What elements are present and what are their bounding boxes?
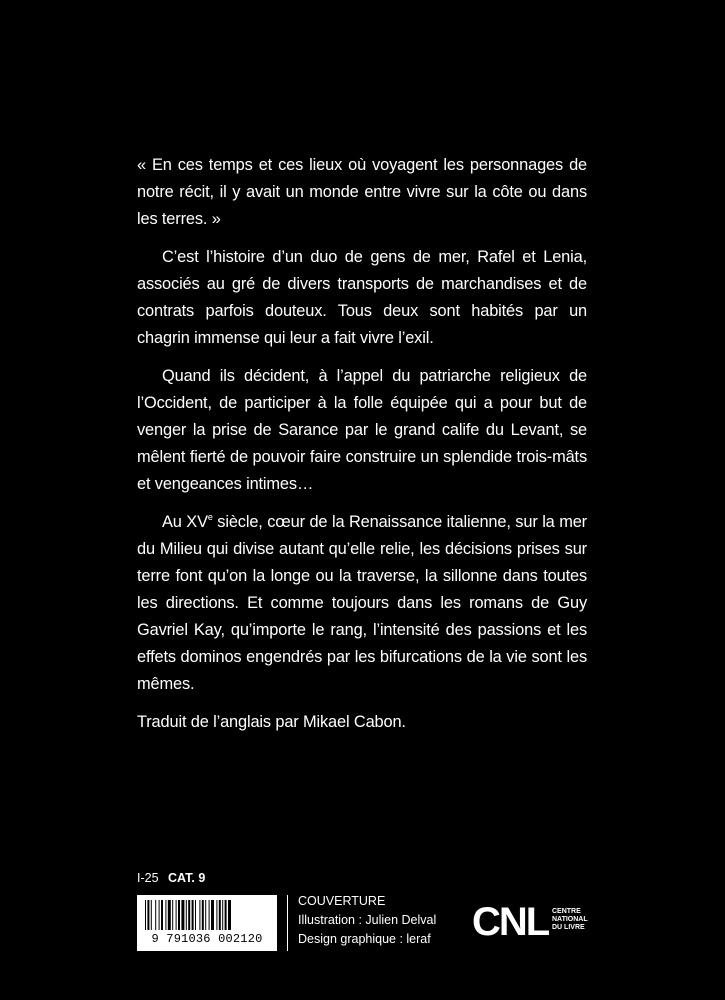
print-code: I-25 [137,871,159,885]
design-credit: Design graphique : leraf [298,932,431,946]
century-prefix: Au XV [162,513,208,531]
century-superscript: e [207,512,213,522]
catalog-codes [137,871,205,885]
blurb-paragraph-1: C’est l’histoire d’un duo de gens de mer, Rafel et Lenia, associés au gré de divers transports de marchandises et de contrats parfois douteux. Tous deux sont habités par un chagrin immense qui leur a fait vivre l’exil. [137,248,587,347]
cnl-logo [472,897,587,947]
isbn-barcode [137,895,277,951]
credits-heading: COUVERTURE [298,894,386,908]
blurb-paragraph-3 [137,509,587,698]
cnl-logo-text [552,908,588,932]
blurb-quote: « En ces temps et ces lieux où voyagent les personnages de notre récit, il y avait un monde entre vivre sur la côte ou dans les terres. » [137,156,587,228]
blurb-paragraph-2: Quand ils décident, à l’appel du patriarche religieux de l’Occident, de participer à la folle équipée qui a pour but de venger la prise de Sarance par le grand calife du Levant, se mêlent fierté de pouvoir faire construire un splendide trois-mâts et vengeances intimes… [137,367,587,493]
illustration-credit: Illustration : Julien Delval [298,913,437,927]
paragraph-3-text: siècle, cœur de la Renaissance italienne, sur la mer du Milieu qui divise autant qu’elle relie, les décisions prises sur terre font qu’on la longe ou la traverse, la sillonne dans toutes les directions. Et comme toujours dans les romans de Guy Gavriel Kay, qu’importe le rang, l’intensité des passions et les effets dominos engendrés par les bifurcations de la vie sont les mêmes. [137,513,587,693]
cnl-logo-line-1: CENTRE [552,908,581,915]
cnl-logo-line-2: NATIONAL [552,916,588,923]
cnl-logo-line-3: DU LIVRE [552,924,585,931]
cover-credits [298,892,436,949]
cnl-logo-letters: CNL [472,900,549,944]
back-cover-blurb [137,152,587,747]
translator-credit: Traduit de l’anglais par Mikael Cabon. [137,713,406,731]
isbn-number: 9 791036 002120 [151,932,263,946]
category-code: CAT. 9 [168,871,206,885]
barcode-bars [143,900,271,930]
credits-divider [287,895,288,951]
